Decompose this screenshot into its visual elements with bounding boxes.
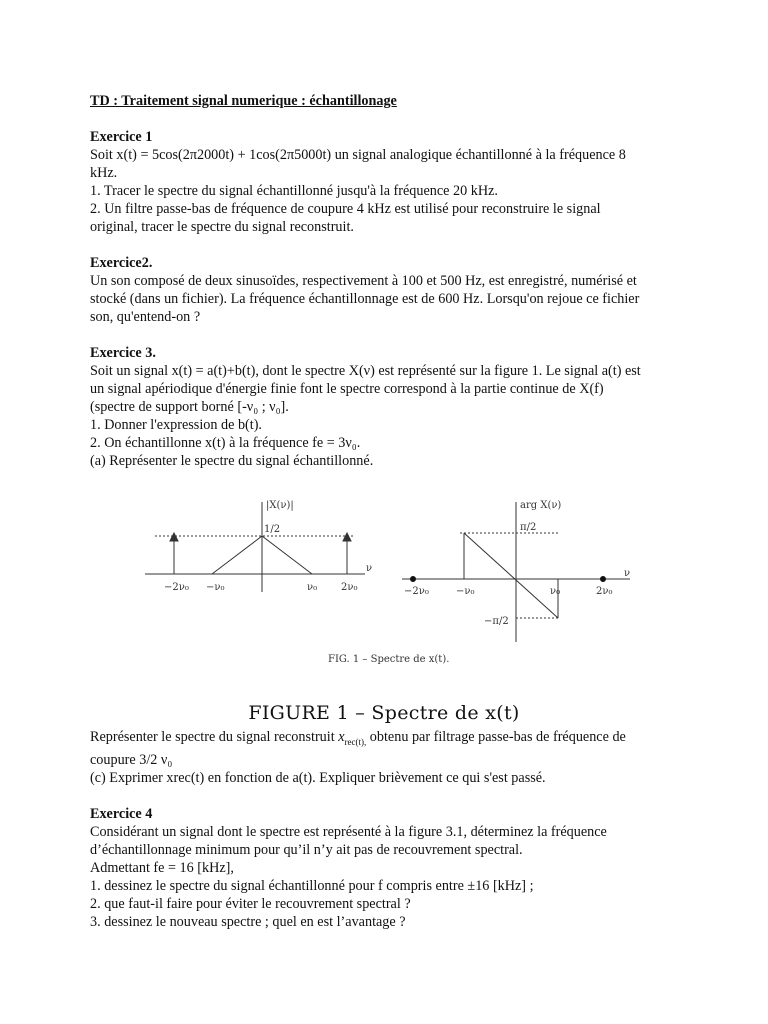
arrow-plus-2nu0 [343, 533, 351, 541]
xrec-subscript: rec(t), [344, 736, 367, 747]
document-title: TD : Traitement signal numerique : échantillonage [90, 93, 397, 109]
phase-label: arg X(ν) [520, 500, 562, 511]
exercise-3-line: Soit un signal x(t) = a(t)+b(t), dont le spectre X(ν) est représenté sur la figure 1. Le signal a(t) est [90, 363, 641, 379]
magnitude-label: |X(ν)| [266, 500, 294, 511]
exercise-3-line: 1. Donner l'expression de b(t). [90, 417, 262, 433]
exercise-1-line: Soit x(t) = 5cos(2π2000t) + 1cos(2π5000t) un signal analogique échantillonné à la fréquence 8 [90, 147, 626, 163]
exercise-1-heading: Exercice 1 [90, 129, 153, 145]
phase-dot-left [410, 576, 416, 582]
exercise-1 [90, 128, 690, 236]
tick-label: 2ν₀ [596, 586, 613, 597]
phase-bottom-label: −π/2 [484, 616, 509, 627]
exercise-1-line: kHz. [90, 165, 118, 181]
question-c-line: (c) Exprimer xrec(t) en fonction de a(t). Expliquer brièvement ce qui s'est passé. [90, 769, 546, 786]
magnitude-axis-var: ν [366, 563, 373, 574]
magnitude-plot [145, 502, 365, 592]
exercise-4-line: 2. que faut-il faire pour éviter le recouvrement spectral ? [90, 895, 411, 912]
exercise-4 [90, 805, 690, 931]
exercise-4-line: d’échantillonnage minimum pour qu’il n’y ait pas de recouvrement spectral. [90, 841, 523, 858]
exercise-1-line: original, tracer le spectre du signal reconstruit. [90, 219, 354, 235]
tick-label: ν₀ [550, 586, 561, 597]
magnitude-half-label: 1/2 [264, 524, 281, 535]
figure-small-caption: FIG. 1 – Spectre de x(t). [328, 654, 450, 665]
exercise-4-line: Considérant un signal dont le spectre est représenté à la figure 3.1, déterminez la fréquence [90, 823, 607, 840]
arrow-minus-2nu0 [170, 533, 178, 541]
xrec-variable: x [338, 729, 345, 745]
exercise-3-line: (a) Représenter le spectre du signal échantillonné. [90, 453, 374, 469]
phase-axis-var: ν [624, 568, 631, 579]
tick-label: −ν₀ [206, 582, 225, 593]
reconstruction-text-b: obtenu par filtrage passe-bas de fréquence de [366, 729, 626, 745]
exercise-2-line: Un son composé de deux sinusoïdes, respectivement à 100 et 500 Hz, est enregistré, numérisé et [90, 273, 637, 289]
phase-plot [402, 502, 630, 642]
exercise-4-line: Admettant fe = 16 [kHz], [90, 859, 234, 876]
exercise-3-heading: Exercice 3. [90, 345, 156, 361]
phase-ramp [464, 533, 561, 618]
spectrum-figure [140, 492, 640, 672]
exercise-3-line: 2. On échantillonne x(t) à la fréquence fe = 3ν₀. [90, 435, 361, 451]
exercise-3 [90, 344, 690, 470]
exercise-3-continued [90, 728, 690, 931]
exercise-4-line: 1. dessinez le spectre du signal échantillonné pour f compris entre ±16 [kHz] ; [90, 877, 534, 894]
phase-top-label: π/2 [520, 522, 537, 533]
exercise-1-line: 2. Un filtre passe-bas de fréquence de coupure 4 kHz est utilisé pour reconstruire le signal [90, 201, 601, 217]
exercise-2-line: stocké (dans un fichier). La fréquence échantillonnage est de 600 Hz. Lorsqu'on rejoue ce fichier [90, 291, 640, 307]
exercise-4-line: 3. dessinez le nouveau spectre ; quel en est l’avantage ? [90, 913, 406, 930]
exercise-1-line: 1. Tracer le spectre du signal échantillonné jusqu'à la fréquence 20 kHz. [90, 183, 498, 199]
exercise-3-line: un signal apériodique d'énergie finie font le spectre correspond à la partie continue de X(f) [90, 381, 604, 397]
tick-label: −2ν₀ [404, 586, 429, 597]
exercise-2-heading: Exercice2. [90, 255, 153, 271]
tick-label: −ν₀ [456, 586, 475, 597]
reconstruction-line [90, 728, 690, 751]
exercise-2-line: son, qu'entend-on ? [90, 309, 201, 325]
reconstruction-text-a: Représenter le spectre du signal reconstruit [90, 729, 339, 745]
phase-dot-right [600, 576, 606, 582]
cutoff-line: coupure 3/2 ν₀ [90, 751, 173, 768]
exercise-3-line: (spectre de support borné [-ν₀ ; ν₀]. [90, 399, 289, 415]
exercise-2 [90, 254, 690, 326]
tick-label: −2ν₀ [164, 582, 189, 593]
tick-label: ν₀ [307, 582, 318, 593]
document-body [90, 92, 690, 488]
figure-caption: FIGURE 1 – Spectre de x(t) [248, 702, 520, 724]
tick-label: 2ν₀ [341, 582, 358, 593]
exercise-4-heading: Exercice 4 [90, 805, 153, 822]
